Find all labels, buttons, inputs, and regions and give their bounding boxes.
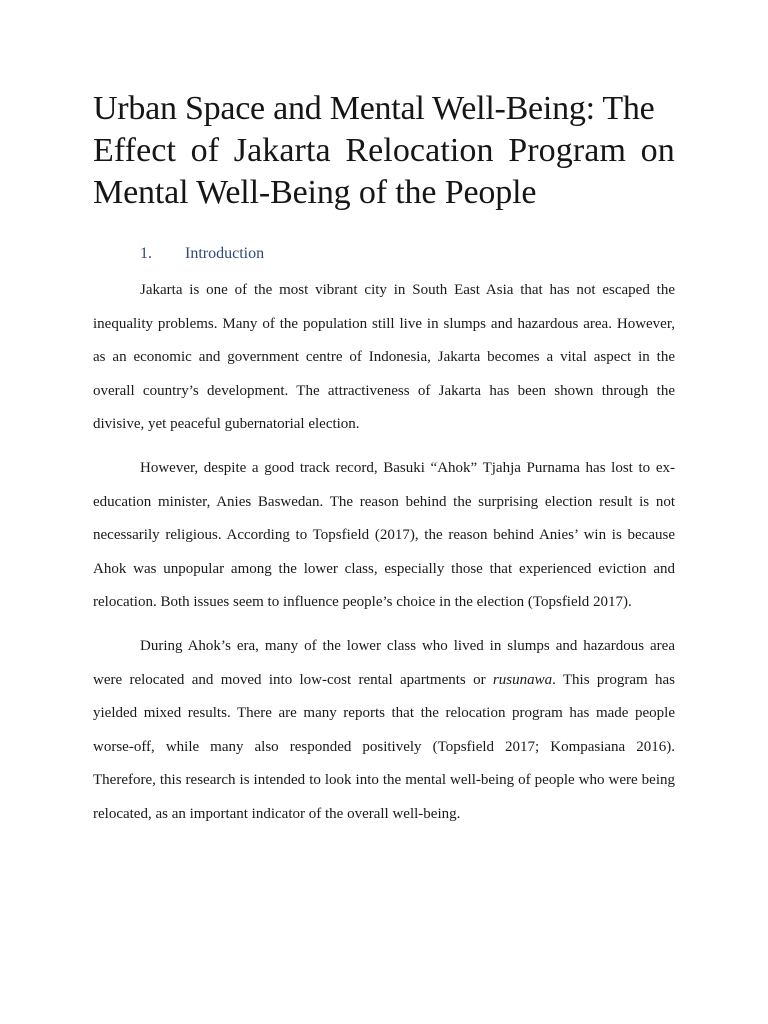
body-paragraph: However, despite a good track record, Basuki “Ahok” Tjahja Purnama has lost to ex-education minister, Anies Baswedan. The reason behind the surprising election result is not necessarily religious. According to Topsfield (2017), the reason behind Anies’ win is because Ahok was unpopular among the lower class, especially those that experienced eviction and relocation. Both issues seem to influence people’s choice in the election (Topsfield 2017). <box>93 460 675 611</box>
paragraph-text: . This program has yielded mixed results. There are many reports that the relocation program has made people worse-off, while many also responded positively (Topsfield 2017; Kompasiana 2016). Therefore, this research is intended to look into the mental well-being of people who were being relocated, as an important indicator of the overall well-being. <box>93 671 675 822</box>
title-line: Effect of Jakarta Relocation Program on <box>93 132 675 169</box>
body-paragraph <box>93 630 675 832</box>
section-title: Introduction <box>185 245 265 262</box>
emphasized-term: rusunawa <box>492 671 553 688</box>
title-line: Urban Space and Mental Well-Being: The <box>93 90 655 127</box>
section-heading <box>140 243 264 265</box>
title-line: Mental Well-Being of the People <box>93 174 537 211</box>
body-paragraph: Jakarta is one of the most vibrant city in South East Asia that has not escaped the inequality problems. Many of the population still live in slumps and hazardous area. However, as an economic and government centre of Indonesia, Jakarta becomes a vital aspect in the overall country’s development. The attractiveness of Jakarta has been shown through the divisive, yet peaceful gubernatorial election. <box>93 282 675 433</box>
document-title <box>93 88 675 214</box>
section-number: 1. <box>140 245 152 262</box>
paragraph-text: During Ahok’s era, many of the lower class who lived in slumps and hazardous area were relocated and moved into low-cost rental apartments or <box>93 638 675 688</box>
